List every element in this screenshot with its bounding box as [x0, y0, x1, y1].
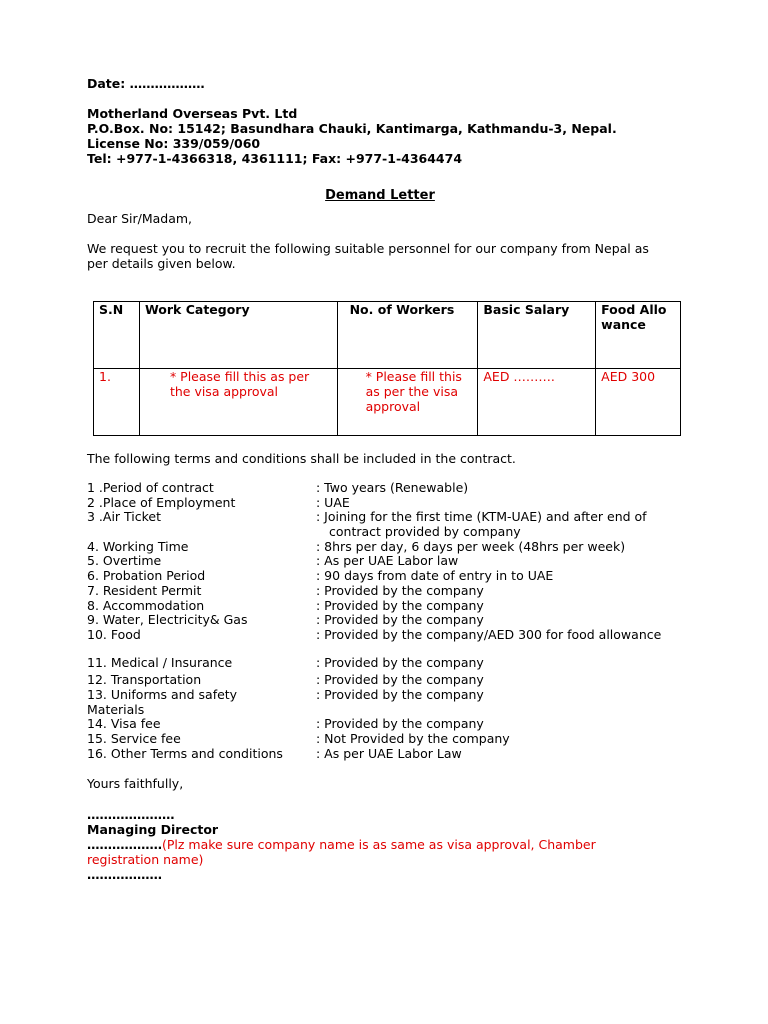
cell-sn: 1.	[94, 369, 140, 436]
term-label: 11. Medical / Insurance	[87, 654, 233, 670]
closing: Yours faithfully,	[87, 776, 184, 791]
header-food-allowance: Food Allowance	[596, 302, 681, 369]
signature-note-line-1	[87, 837, 596, 852]
list-item	[87, 716, 687, 731]
term-label: 14. Visa fee	[87, 716, 161, 732]
header-work-category: Work Category	[139, 302, 337, 369]
cell-no-of-workers: * Please fill this as per the visa approval	[337, 369, 478, 436]
term-label: 8. Accommodation	[87, 597, 205, 613]
list-item	[87, 553, 687, 568]
demand-table	[93, 301, 681, 436]
term-value: : Provided by the company	[316, 612, 484, 628]
license-number: License No: 339/059/060	[87, 136, 261, 151]
term-label: 4. Working Time	[87, 538, 189, 554]
header-no-of-workers: No. of Workers	[337, 302, 478, 369]
term-value: : Provided by the company	[316, 686, 484, 702]
term-value: : Two years (Renewable)	[316, 480, 469, 495]
list-item	[87, 746, 687, 761]
list-item	[87, 731, 687, 746]
intro-text-line-2: per details given below.	[87, 256, 236, 271]
company-stamp-dots: ………………	[87, 867, 162, 882]
term-label: 13. Uniforms and safety	[87, 686, 238, 702]
term-value: : Not Provided by the company	[316, 731, 510, 747]
company-name-note: (Plz make sure company name is as same as visa approval, Chamber	[162, 837, 596, 852]
term-value: : 90 days from date of entry in to UAE	[316, 568, 554, 584]
list-item	[87, 539, 687, 554]
table-row	[94, 369, 681, 436]
term-value: : Provided by the company	[316, 672, 484, 688]
term-label: 15. Service fee	[87, 731, 181, 747]
term-value: : 8hrs per day, 6 days per week (48hrs per week)	[316, 538, 626, 554]
list-item	[87, 568, 687, 583]
term-value: : Provided by the company	[316, 716, 484, 732]
document-title: Demand Letter	[325, 188, 435, 203]
list-item	[87, 480, 687, 495]
cell-basic-salary: AED ……….	[478, 369, 596, 436]
company-address: P.O.Box. No: 15142; Basundhara Chauki, Kantimarga, Kathmandu-3, Nepal.	[87, 121, 617, 136]
list-item	[87, 672, 687, 687]
term-label: 2 .Place of Employment	[87, 494, 236, 510]
term-value: : As per UAE Labor Law	[316, 745, 462, 761]
term-label: 9. Water, Electricity& Gas	[87, 612, 248, 628]
term-value: : Provided by the company	[316, 654, 484, 670]
terms-intro: The following terms and conditions shall be included in the contract.	[87, 451, 516, 466]
term-value: : Provided by the company	[316, 582, 484, 598]
cell-work-category: * Please fill this as per the visa approval	[139, 369, 337, 436]
signature-note-line-2: registration name)	[87, 852, 204, 867]
greeting: Dear Sir/Madam,	[87, 211, 193, 226]
term-label: 7. Resident Permit	[87, 582, 202, 598]
list-item	[87, 495, 687, 510]
term-value: : As per UAE Labor law	[316, 553, 459, 569]
terms-list	[87, 480, 687, 760]
list-item	[87, 598, 687, 613]
date-line: Date: ………………	[87, 76, 205, 91]
term-value: : Provided by the company/AED 300 for food allowance	[316, 626, 662, 642]
table-header-row	[94, 302, 681, 369]
term-label: 3 .Air Ticket	[87, 509, 162, 525]
term-value: : Provided by the company	[316, 597, 484, 613]
list-item	[87, 583, 687, 598]
list-item	[87, 612, 687, 627]
list-item	[87, 509, 687, 538]
term-value: : UAE	[316, 494, 350, 510]
term-label: 10. Food	[87, 626, 141, 642]
term-label: 6. Probation Period	[87, 568, 206, 584]
term-label: 5. Overtime	[87, 553, 162, 569]
cell-food-allowance: AED 300	[596, 369, 681, 436]
list-item	[87, 655, 687, 670]
term-value-continued: contract provided by company	[329, 524, 521, 540]
header-sn: S.N	[94, 302, 140, 369]
contact-info: Tel: +977-1-4366318, 4361111; Fax: +977-1-4364474	[87, 151, 463, 166]
intro-text-line-1: We request you to recruit the following suitable personnel for our company from Nepal as	[87, 241, 649, 256]
term-value: : Joining for the first time (KTM-UAE) and after end of	[316, 509, 647, 525]
company-name-dots: ………………	[87, 837, 162, 852]
company-name: Motherland Overseas Pvt. Ltd	[87, 106, 298, 121]
list-item	[87, 627, 687, 642]
term-label: 16. Other Terms and conditions	[87, 745, 283, 761]
term-label: 1 .Period of contract	[87, 480, 214, 495]
signature-dots: …………………	[87, 807, 175, 822]
signatory-title: Managing Director	[87, 822, 219, 837]
term-label: 12. Transportation	[87, 672, 202, 688]
header-basic-salary: Basic Salary	[478, 302, 596, 369]
term-label-continued: Materials	[87, 701, 145, 717]
list-item	[87, 687, 687, 716]
